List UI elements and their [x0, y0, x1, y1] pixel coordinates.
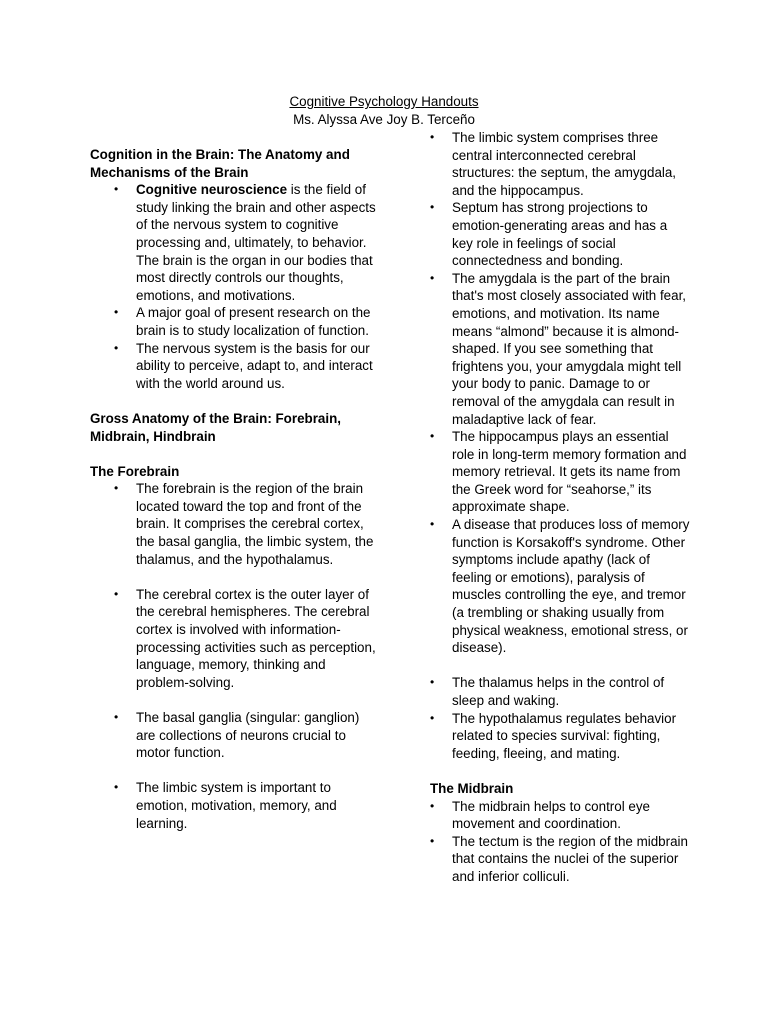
bullet-icon: •: [114, 481, 119, 496]
list-item: • Cognitive neuroscience is the field of study linking the brain and other aspects of the nervous system to cognitive processing and, ultimately, to behavior. The brain is the organ in our bodies that most directly controls our thoughts, emotions, and motivations.: [114, 182, 376, 303]
bullet-icon: •: [430, 675, 435, 690]
list-item: • The hypothalamus regulates behavior related to species survival: fighting, feeding, fleeing, and mating.: [430, 710, 677, 761]
list-item: • The thalamus helps in the control of sleep and waking.: [430, 675, 665, 708]
section-heading-cognition: Cognition in the Brain: The Anatomy and Mechanisms of the Brain: [90, 147, 350, 180]
section-heading-gross-anatomy: Gross Anatomy of the Brain: Forebrain, Midbrain, Hindbrain: [90, 410, 341, 444]
list-item: • The limbic system is important to emotion, motivation, memory, and learning.: [114, 780, 337, 831]
bullet-icon: •: [430, 517, 435, 532]
cognition-bullet-list: [90, 181, 380, 392]
bullet-icon: •: [114, 586, 119, 601]
list-item: • The amygdala is the part of the brain that's most closely associated with fear, emotions, and motivation. Its name means “almond” because it is almond-shaped. If you see something that frightens you, your amygdala might tell your body to panic. Damage to or removal of the amygdala can result in maladaptive lack of fear.: [430, 270, 687, 427]
bullet-icon: •: [114, 305, 119, 320]
forebrain-bullet-list-3: [90, 709, 380, 762]
bullet-icon: •: [114, 780, 119, 795]
list-item: • The hippocampus plays an essential role in long-term memory formation and memory retrieval. It gets its name from the Greek word for “seahorse,” its approximate shape.: [430, 429, 687, 515]
forebrain-bullet-list-4: [90, 779, 380, 832]
list-item: • The tectum is the region of the midbrain that contains the nuclei of the superior and inferior colliculi.: [430, 833, 688, 884]
document-title: Cognitive Psychology Handouts: [289, 94, 479, 109]
bullet-icon: •: [430, 710, 435, 725]
list-item: • A disease that produces loss of memory function is Korsakoff's syndrome. Other symptoms include apathy (lack of feeling or emotions), paralysis of muscles controlling the eye, and tremor (a trembling or shaking usually from physical weakness, emotional stress, or disease).: [430, 517, 690, 656]
limbic-bullet-list: [430, 129, 690, 657]
bullet-icon: •: [430, 130, 435, 144]
bullet-icon: •: [430, 833, 435, 848]
bullet-icon: •: [430, 270, 435, 285]
right-column: [430, 129, 690, 886]
forebrain-bullet-list: [90, 480, 380, 568]
bullet-icon: •: [114, 710, 119, 724]
bullet-icon: •: [430, 429, 435, 444]
list-item: • The midbrain helps to control eye movement and coordination.: [430, 798, 650, 832]
list-item: • The nervous system is the basis for our ability to perceive, adapt to, and interact with the world around us.: [114, 340, 373, 391]
list-item: • A major goal of present research on the brain is to study localization of function.: [114, 305, 371, 338]
term-cognitive-neuroscience: Cognitive neuroscience: [136, 182, 288, 198]
list-item: • The cerebral cortex is the outer layer of the cerebral hemispheres. The cerebral cortex is involved with information-processing activities such as perception, language, memory, thinking and problem-solving.: [114, 586, 376, 690]
forebrain-bullet-list-2: [90, 586, 380, 692]
thalamus-bullet-list: [430, 674, 690, 762]
bullet-icon: •: [114, 340, 119, 355]
bullet-icon: •: [430, 798, 435, 813]
list-item: • The forebrain is the region of the brain located toward the top and front of the brain. It comprises the cerebral cortex, the basal ganglia, the limbic system, the thalamus, and the hypothalamus.: [114, 481, 374, 567]
author-line: Ms. Alyssa Ave Joy B. Terceño: [293, 112, 475, 127]
bullet-icon: •: [430, 200, 435, 215]
list-item: • Septum has strong projections to emotion-generating areas and has a key role in feelings of social connectedness and bonding.: [430, 200, 668, 269]
section-heading-forebrain: The Forebrain: [90, 463, 180, 479]
midbrain-bullet-list: [430, 798, 690, 886]
left-column: [90, 146, 380, 832]
list-item: • The basal ganglia (singular: ganglion) are collections of neurons crucial to motor function.: [114, 710, 360, 761]
list-item: • The limbic system comprises three central interconnected cerebral structures: the septum, the amygdala, and the hippocampus.: [430, 130, 677, 198]
section-heading-midbrain: The Midbrain: [430, 780, 514, 796]
bullet-icon: •: [114, 182, 119, 197]
